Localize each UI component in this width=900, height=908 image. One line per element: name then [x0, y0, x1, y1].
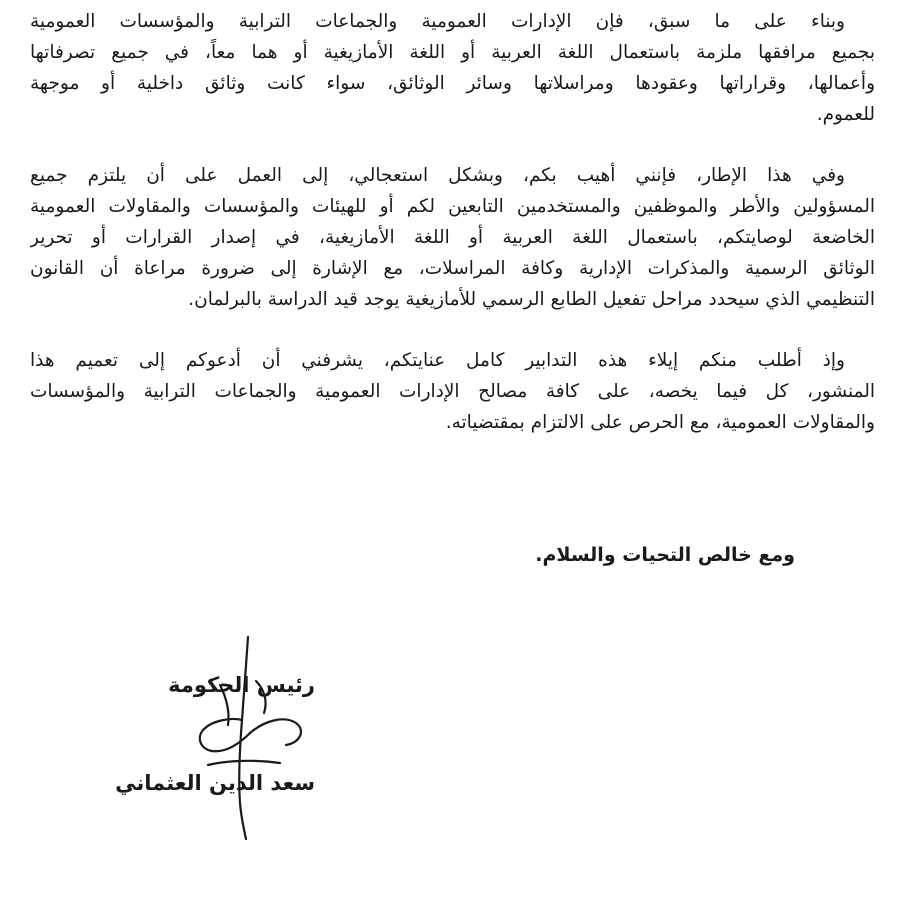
handwritten-signature	[160, 625, 330, 845]
closing-salutation: ومع خالص التحيات والسلام.	[535, 544, 795, 566]
paragraph-1	[30, 6, 875, 130]
text-line: المسؤولين والأطر والموظفين والمستخدمين التابعين لكم أو للهيئات والمؤسسات والمقاولات العمومية	[30, 196, 875, 217]
text-line: التنظيمي الذي سيحدد مراحل تفعيل الطابع الرسمي للأمازيغية يوجد قيد الدراسة بالبرلمان.	[188, 289, 875, 310]
text-line: وأعمالها، وقراراتها وعقودها ومراسلاتها وسائر الوثائق، سواء كانت وثائق داخلية أو موجهة	[30, 73, 875, 94]
text-line: الخاضعة لوصايتكم، باستعمال اللغة العربية أو اللغة الأمازيغية، في إصدار القرارات أو تحرير	[30, 227, 875, 248]
text-line: للعموم.	[816, 104, 875, 125]
text-line: والمقاولات العمومية، مع الحرص على الالتزام بمقتضياته.	[445, 412, 875, 433]
text-line: وإذ أطلب منكم إيلاء هذه التدابير كامل عنايتكم، يشرفني أن أدعوكم إلى تعميم هذا	[30, 350, 845, 371]
text-line: بجميع مرافقها ملزمة باستعمال اللغة العربية أو اللغة الأمازيغية أو هما معاً، في جميع تصرفاتها	[30, 42, 875, 63]
text-line: وفي هذا الإطار، فإنني أهيب بكم، وبشكل استعجالي، إلى العمل على أن يلتزم جميع	[30, 165, 845, 186]
letter-body	[30, 6, 875, 468]
paragraph-2	[30, 160, 875, 315]
text-line: المنشور، كل فيما يخصه، على كافة مصالح الإدارات العمومية والجماعات الترابية والمؤسسات	[30, 381, 875, 402]
signatory-name: سعد الدين العثماني	[115, 771, 315, 795]
paragraph-3	[30, 345, 875, 438]
text-line: الوثائق الرسمية والمذكرات الإدارية وكافة المراسلات، مع الإشارة إلى ضرورة مراعاة أن القانون	[30, 258, 875, 279]
text-line: وبناء على ما سبق، فإن الإدارات العمومية والجماعات الترابية والمؤسسات العمومية	[30, 11, 845, 32]
signatory-title: رئيس الحكومة	[168, 673, 315, 697]
